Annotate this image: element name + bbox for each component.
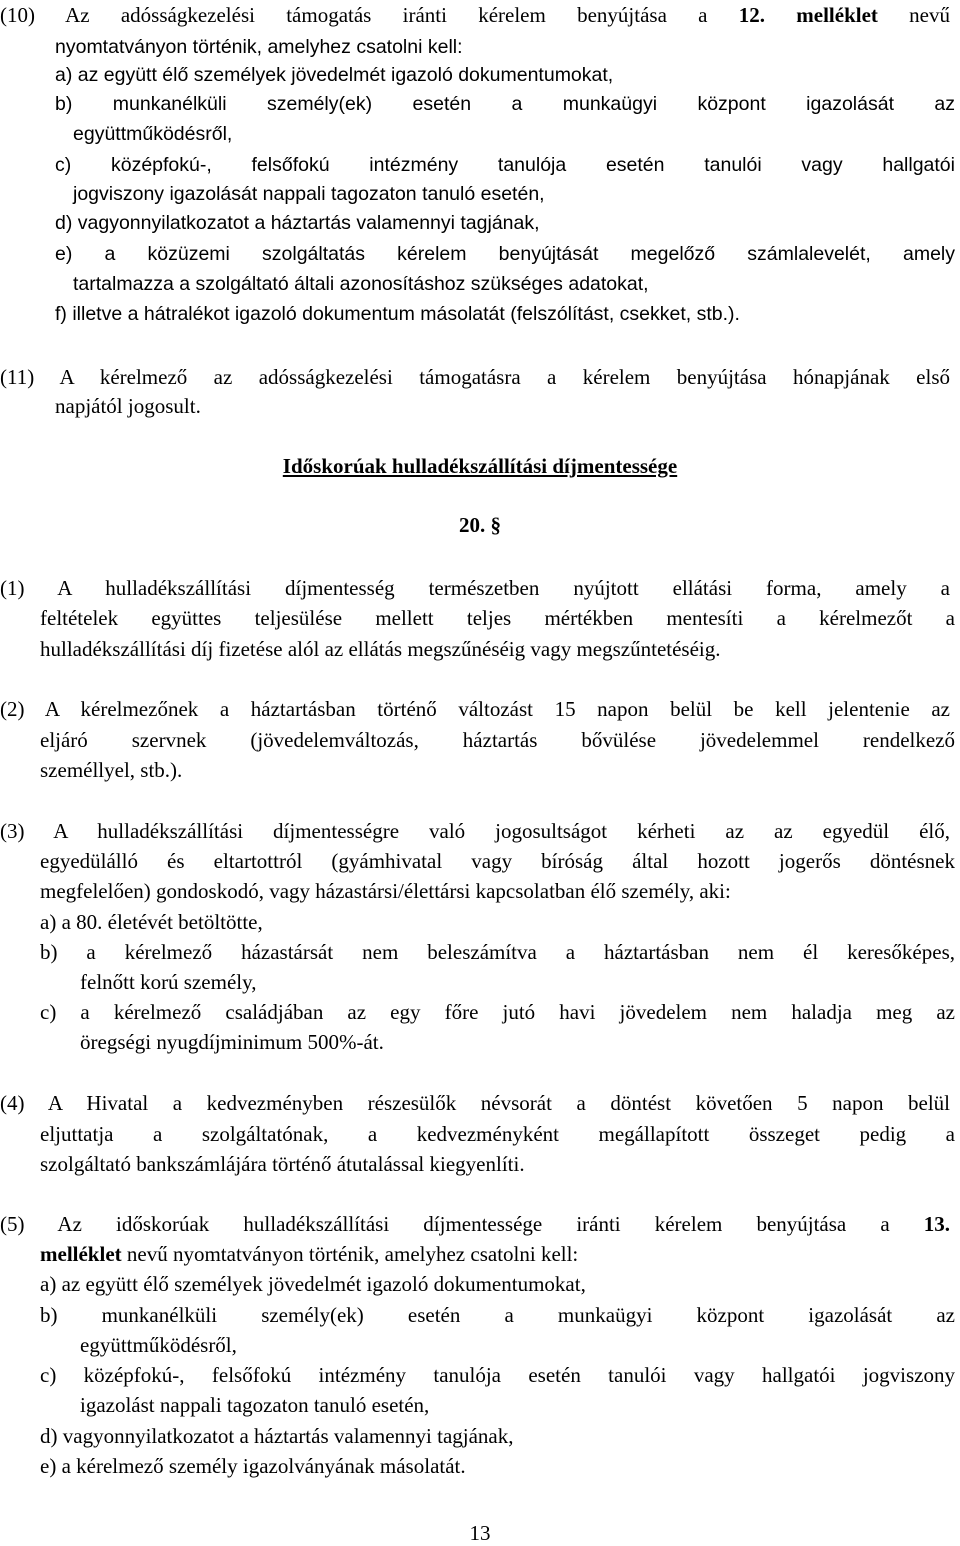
s1-line-2: feltételek együttes teljesülése mellett teljes mértékben mentesíti a kérelmezőt a: [40, 606, 955, 630]
s5-item-d: d) vagyonnyilatkozatot a háztartás valamennyi tagjának,: [40, 1424, 514, 1448]
s1-line-1: (1) A hulladékszállítási díjmentesség természetben nyújtott ellátási forma, amely a: [0, 576, 950, 600]
s2-line-2: eljáró szervnek (jövedelemváltozás, háztartás bővülése jövedelemmel rendelkező: [40, 728, 955, 752]
section-number: 20. §: [459, 513, 501, 537]
p10-item-b-line-1: b) munkanélküli személy(ek) esetén a munkaügyi központ igazolását az: [55, 93, 955, 115]
p10-item-d: d) vagyonnyilatkozatot a háztartás valamennyi tagjának,: [55, 212, 540, 234]
s3-item-a: a) a 80. életévét betöltötte,: [40, 910, 263, 934]
s2-line-3: személlyel, stb.).: [40, 758, 183, 782]
s5-item-a: a) az együtt élő személyek jövedelmét igazoló dokumentumokat,: [40, 1272, 586, 1296]
p10-line-1: (10) Az adósságkezelési támogatás iránti kérelem benyújtása a 12. melléklet nevű: [0, 3, 950, 27]
s5-item-c-line-2: igazolást nappali tagozaton tanuló esetén,: [80, 1393, 430, 1417]
s5-line-1: (5) Az időskorúak hulladékszállítási díjmentessége iránti kérelem benyújtása a 13.: [0, 1212, 950, 1236]
s4-line-1: (4) A Hivatal a kedvezményben részesülők névsorát a döntést követően 5 napon belül: [0, 1091, 950, 1115]
s3-item-c-line-1: c) a kérelmező családjában az egy főre jutó havi jövedelem nem haladja meg az: [40, 1000, 955, 1024]
s2-line-1: (2) A kérelmezőnek a háztartásban történő változást 15 napon belül be kell jelentenie az: [0, 697, 950, 721]
s5-item-b-line-2: együttműködésről,: [80, 1333, 237, 1357]
p10-item-e-line-2: tartalmazza a szolgáltató általi azonosításhoz szükséges adatokat,: [73, 273, 649, 295]
p10-item-c-line-1: c) középfokú-, felsőfokú intézmény tanulója esetén tanulói vagy hallgatói: [55, 154, 955, 176]
s3-line-2: egyedülálló és eltartottról (gyámhivatal vagy bíróság által hozott jogerős döntésnek: [40, 849, 955, 873]
s5-item-b-line-1: b) munkanélküli személy(ek) esetén a munkaügyi központ igazolását az: [40, 1303, 955, 1327]
p10-item-c-line-2: jogviszony igazolását nappali tagozaton tanuló esetén,: [73, 183, 545, 205]
s3-item-b-line-2: felnőtt korú személy,: [80, 970, 257, 994]
s4-line-3: szolgáltató bankszámlájára történő átutalással kiegyenlíti.: [40, 1152, 525, 1176]
section-heading: Időskorúak hulladékszállítási díjmentessége: [282, 454, 678, 478]
s5-item-c-line-1: c) középfokú-, felsőfokú intézmény tanulója esetén tanulói vagy hallgatói jogviszony: [40, 1363, 955, 1387]
s4-line-2: eljuttatja a szolgáltatónak, a kedvezményként megállapított összeget pedig a: [40, 1122, 955, 1146]
p11-line-2: napjától jogosult.: [55, 394, 201, 418]
s3-line-3: megfelelően) gondoskodó, vagy házastársi/élettársi kapcsolatban élő személy, aki:: [40, 879, 731, 903]
s3-item-b-line-1: b) a kérelmező házastársát nem beleszámítva a háztartásban nem él keresőképes,: [40, 940, 955, 964]
s3-item-c-line-2: öregségi nyugdíjminimum 500%-át.: [80, 1030, 384, 1054]
s3-line-1: (3) A hulladékszállítási díjmentességre való jogosultságot kérheti az az egyedül élő,: [0, 819, 950, 843]
p11-line-1: (11) A kérelmező az adósságkezelési támogatásra a kérelem benyújtása hónapjának első: [0, 365, 950, 389]
s1-line-3: hulladékszállítási díj fizetése alól az ellátás megszűnéséig vagy megszűntetéséig.: [40, 637, 721, 661]
page-number: 13: [469, 1521, 491, 1545]
s5-line-2: melléklet nevű nyomtatványon történik, amelyhez csatolni kell:: [40, 1242, 579, 1266]
p10-item-a: a) az együtt élő személyek jövedelmét igazoló dokumentumokat,: [55, 64, 614, 86]
p10-item-b-line-2: együttműködésről,: [73, 123, 233, 145]
p10-item-e-line-1: e) a közüzemi szolgáltatás kérelem benyújtását megelőző számlalevelét, amely: [55, 243, 955, 265]
p10-item-f: f) illetve a hátralékot igazoló dokumentum másolatát (felszólítást, csekket, stb.).: [55, 303, 740, 325]
p10-line-2: nyomtatványon történik, amelyhez csatolni kell:: [55, 36, 463, 58]
s5-item-e: e) a kérelmező személy igazolványának másolatát.: [40, 1454, 466, 1478]
